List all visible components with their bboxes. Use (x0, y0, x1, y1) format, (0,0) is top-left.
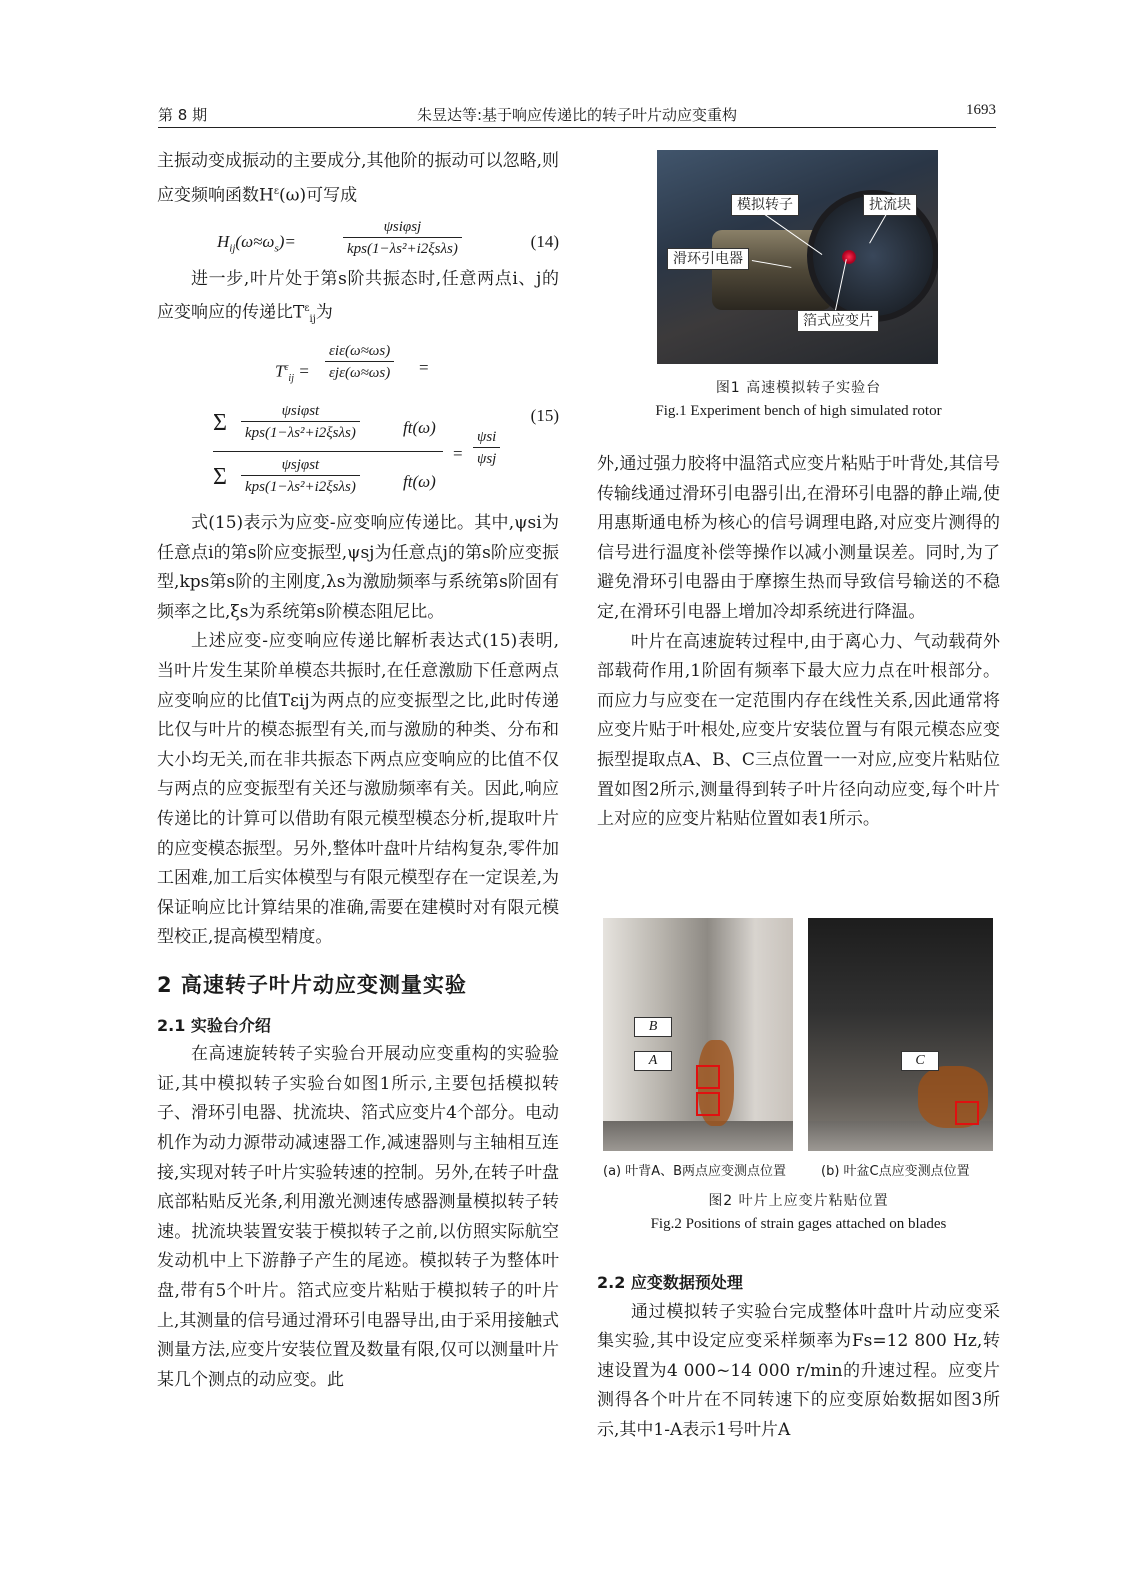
eq15-bottom-den: kps(1−λs²+i2ξsλs) (245, 479, 356, 496)
figure-1-caption-en: Fig.1 Experiment bench of high simulated rotor (655, 403, 942, 419)
gage-box-A (696, 1092, 720, 1116)
paragraph-8: 通过模拟转子实验台完成整体叶盘叶片动应变采集实验,其中设定应变采样频率为Fs=12 800 Hz,转速设置为4 000~14 000 r/min的升速过程。应变片测得各个叶片在不同转速下的应变原始数据如图3所示,其中1-A表示1号叶片A (597, 1301, 1000, 1440)
running-title: 朱昱达等:基于响应传递比的转子叶片动应变重构 (416, 106, 738, 124)
eq14-number: (14) (530, 231, 559, 251)
issue-number: 第 8 期 (158, 106, 208, 124)
eq15-top-num: ψsiφst (241, 401, 360, 422)
right-column (597, 450, 1000, 835)
figure-2a-subcaption: (a) 叶背A、B两点应变测点位置 (603, 1164, 787, 1179)
label-A: A (634, 1051, 672, 1071)
figure-2b-photo (808, 918, 993, 1151)
label-rotor: 模拟转子 (731, 194, 799, 216)
left-column (157, 147, 559, 1395)
label-spoiler: 扰流块 (863, 194, 917, 216)
label-strain-gage: 箔式应变片 (797, 310, 879, 332)
label-C: C (901, 1051, 939, 1071)
section-2-heading: 2 高速转子叶片动应变测量实验 (157, 972, 467, 997)
gage-box-C (955, 1101, 979, 1125)
eq15-number: (15) (530, 406, 559, 426)
section-2-2-heading: 2.2 应变数据预处理 (597, 1273, 743, 1292)
figure-2-caption (597, 1190, 1000, 1233)
figure-2-caption-en: Fig.2 Positions of strain gages attached on blades (650, 1216, 947, 1232)
figure-2a-photo (603, 918, 793, 1151)
figure-1-caption-zh: 图1 高速模拟转子实验台 (715, 380, 882, 396)
gage-box-B (696, 1065, 720, 1089)
figure-1-caption (597, 377, 1000, 420)
page-number: 1693 (966, 102, 996, 118)
right-column-lower (597, 1262, 1000, 1446)
eq15a-denominator: εjε(ω≈ωs) (329, 365, 391, 382)
header-rule (158, 127, 996, 128)
figure-2-caption-zh: 图2 叶片上应变片粘贴位置 (708, 1193, 889, 1209)
eq15-top-den: kps(1−λs²+i2ξsλs) (245, 425, 356, 442)
eq14-denominator: kps(1−λs²+i2ξsλs) (347, 240, 458, 257)
label-slip-ring: 滑环引电器 (667, 248, 749, 270)
label-B: B (634, 1017, 672, 1037)
paragraph-3: 式(15)表示为应变-应变响应传递比。其中,ψsi为任意点i的第s阶应变振型,ψsj为任意点j的第s阶应变振型,kps第s阶的主刚度,λs为激励频率与系统第s阶固有频率之比,ξs为系统第s阶模态阻尼比。 (157, 513, 559, 622)
figure-2b-subcaption: (b) 叶盆C点应变测点位置 (821, 1164, 970, 1179)
eq14-numerator: ψsiφsj (343, 217, 462, 238)
paragraph-1: 主振动变成振动的主要成分,其他阶的振动可以忽略,则应变频响函数$H^\varepsilon(\omega)$可写成 (157, 151, 559, 206)
equation-15: Σ ψsiφst kps(1−λs²+i2ξsλs) ft(ω) Σ ψsjφst kps(1−λs²+i2ξsλs) ft(ω) = ψsi ψsj (15) (157, 397, 559, 509)
equation-14: $H_{ij}(\omega\approx\omega_s)=$ ψsiφsj kps(1−λs²+i2ξsλs) (14) (157, 217, 559, 265)
eq15-force-bottom: ft(ω) (403, 472, 436, 492)
eq15-ratio-num: ψsi (473, 427, 500, 448)
blade-root-base (603, 1121, 793, 1151)
equation-15a: $T^\varepsilon_{ij}$ = εiε(ω≈ωs) εjε(ω≈ωs) = (275, 343, 429, 385)
figure-1-photo (657, 150, 938, 364)
paragraph-4: 上述应变-应变响应传递比解析表达式(15)表明,当叶片发生某阶单模态共振时,在任意激励下任意两点应变响应的比值Tεij为两点的应变振型之比,此时传递比仅与叶片的模态振型有关,而与激励的种类、分布和大小均无关,而在非共振态下两点应变响应的比值不仅与两点的应变振型有关还与激励频率有关。因此,响应传递比的计算可以借助有限元模型模态分析,提取叶片的应变模态振型。另外,整体叶盘叶片结构复杂,零件加工困难,加工后实体模型与有限元模型存在一定误差,为保证响应比计算结果的准确,需要在建模时对有限元模型校正,提高模型精度。 (157, 631, 559, 948)
eq15a-numerator: εiε(ω≈ωs) (325, 341, 394, 362)
section-2-1-heading: 2.1 实验台介绍 (157, 1015, 271, 1035)
paragraph-5: 在高速旋转转子实验台开展动应变重构的实验验证,其中模拟转子实验台如图1所示,主要包括模拟转子、滑环引电器、扰流块、箔式应变片4个部分。电动机作为动力源带动减速器工作,减速器则与主轴相互连接,实现对转子叶片实验转速的控制。另外,在转子叶盘底部粘贴反光条,利用激光测速传感器测量模拟转子转速。扰流块装置安装于模拟转子之前,以仿照实际航空发动机中上下游静子产生的尾迹。模拟转子为整体叶盘,带有5个叶片。箔式应变片粘贴于模拟转子的叶片上,其测量的信号通过滑环引电器导出,由于采用接触式测量方法,应变片安装位置及数量有限,仅可以测量叶片某几个测点的动应变。此 (157, 1044, 559, 1390)
paragraph-6: 外,通过强力胶将中温箔式应变片粘贴于叶背处,其信号传输线通过滑环引电器引出,在滑环引电器的静止端,使用惠斯通电桥为核心的信号调理电路,对应变片测得的信号进行温度补偿等操作以减小测量误差。同时,为了避免滑环引电器由于摩擦生热而导致信号输送的不稳定,在滑环引电器上增加冷却系统进行降温。 (597, 454, 1000, 622)
paragraph-7: 叶片在高速旋转过程中,由于离心力、气动载荷外部载荷作用,1阶固有频率下最大应力点在叶根部分。而应力与应变在一定范围内存在线性关系,因此通常将应变片贴于叶根处,应变片安装位置与有限元模态应变振型提取点A、B、C三点位置一一对应,应变片粘贴位置如图2所示,测量得到转子叶片径向动应变,每个叶片上对应的应变片粘贴位置如表1所示。 (597, 631, 1000, 830)
paragraph-2: 进一步,叶片处于第s阶共振态时,任意两点i、j的应变响应的传递比$T^\varepsilon_{ij}$为 (157, 268, 559, 326)
eq15-ratio-den: ψsj (477, 451, 497, 468)
eq15-force-top: ft(ω) (403, 418, 436, 438)
running-header (158, 98, 996, 128)
eq15-bottom-num: ψsjφst (241, 455, 360, 476)
